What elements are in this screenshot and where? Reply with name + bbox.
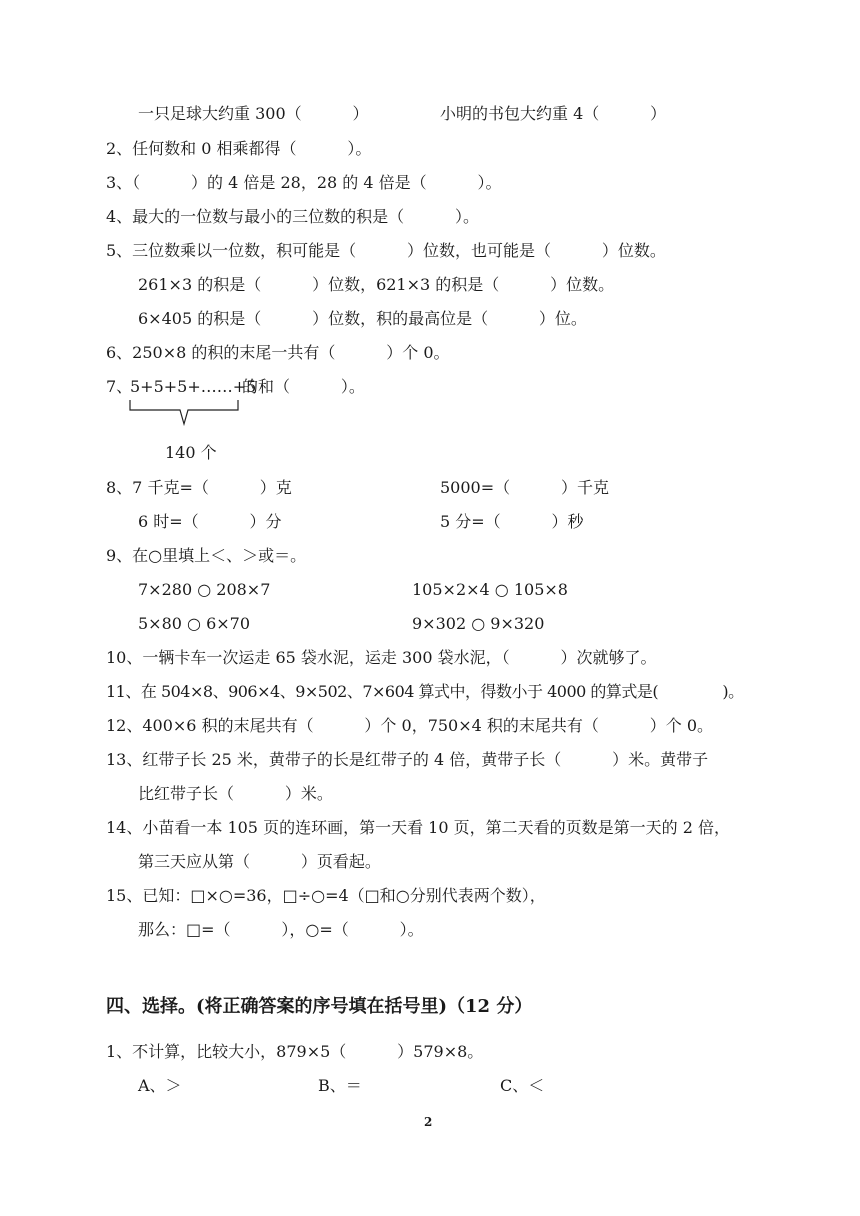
option-b: B、＝ <box>318 1076 362 1095</box>
question-7-number: 7、 <box>106 377 133 396</box>
section-4-question-1: 1、不计算，比较大小，879×5（ ）579×8。 <box>106 1042 484 1061</box>
question-7-expression: 5+5+5+……+5 <box>130 377 257 396</box>
question-7-count: 140 个 <box>165 443 217 462</box>
question-13: 13、红带子长 25 米，黄带子的长是红带子的 4 倍，黄带子长（ ）米。黄带子 <box>106 750 709 769</box>
question-9-d: 9×302 ○ 9×320 <box>412 614 545 633</box>
question-1-schoolbag: 小明的书包大约重 4（ ） <box>440 104 667 123</box>
question-15-part-b: 那么：□=（ ），○=（ ）。 <box>138 920 424 939</box>
question-12: 12、400×6 积的末尾共有（ ）个 0，750×4 积的末尾共有（ ）个 0。 <box>106 716 714 735</box>
question-8-b: 5000=（ ）千克 <box>440 478 609 497</box>
option-a: A、＞ <box>138 1076 182 1095</box>
question-9-c: 5×80 ○ 6×70 <box>138 614 251 633</box>
question-8-a: 8、7 千克=（ ）克 <box>106 478 292 497</box>
question-11: 11、在 504×8、906×4、9×502、7×604 算式中，得数小于 4000 的算式是( )。 <box>106 682 744 701</box>
question-9: 9、在○里填上＜、＞或＝。 <box>106 546 307 565</box>
question-10: 10、一辆卡车一次运走 65 袋水泥，运走 300 袋水泥，（ ）次就够了。 <box>106 648 657 667</box>
question-14: 14、小苗看一本 105 页的连环画，第一天看 10 页，第二天看的页数是第一天的 2 倍， <box>106 818 730 837</box>
question-5-part-c: 6×405 的积是（ ）位数，积的最高位是（ ）位。 <box>138 309 587 328</box>
question-2: 2、任何数和 0 相乘都得（ ）。 <box>106 139 372 158</box>
question-1-football: 一只足球大约重 300（ ） <box>138 104 369 123</box>
question-8-c: 6 时=（ ）分 <box>138 512 282 531</box>
option-c: C、＜ <box>500 1076 545 1095</box>
question-9-a: 7×280 ○ 208×7 <box>138 580 271 599</box>
question-5: 5、三位数乘以一位数，积可能是（ ）位数，也可能是（ ）位数。 <box>106 241 666 260</box>
section-4-heading: 四、选择。(将正确答案的序号填在括号里)（12 分） <box>106 996 533 1017</box>
question-3: 3、（ ）的 4 倍是 28，28 的 4 倍是（ ）。 <box>106 173 502 192</box>
question-8-d: 5 分=（ ）秒 <box>440 512 584 531</box>
question-6: 6、250×8 的积的末尾一共有（ ）个 0。 <box>106 343 450 362</box>
underbrace <box>128 398 240 428</box>
question-13-part-b: 比红带子长（ ）米。 <box>138 784 333 803</box>
page-number: 2 <box>424 1115 433 1129</box>
question-14-part-b: 第三天应从第（ ）页看起。 <box>138 852 381 871</box>
question-5-part-b: 261×3 的积是（ ）位数，621×3 的积是（ ）位数。 <box>138 275 615 294</box>
question-7-text: 的和（ ）。 <box>242 377 365 396</box>
question-9-b: 105×2×4 ○ 105×8 <box>412 580 568 599</box>
question-15: 15、已知：□×○=36，□÷○=4（□和○分别代表两个数）， <box>106 886 546 905</box>
question-4: 4、最大的一位数与最小的三位数的积是（ ）。 <box>106 207 480 226</box>
